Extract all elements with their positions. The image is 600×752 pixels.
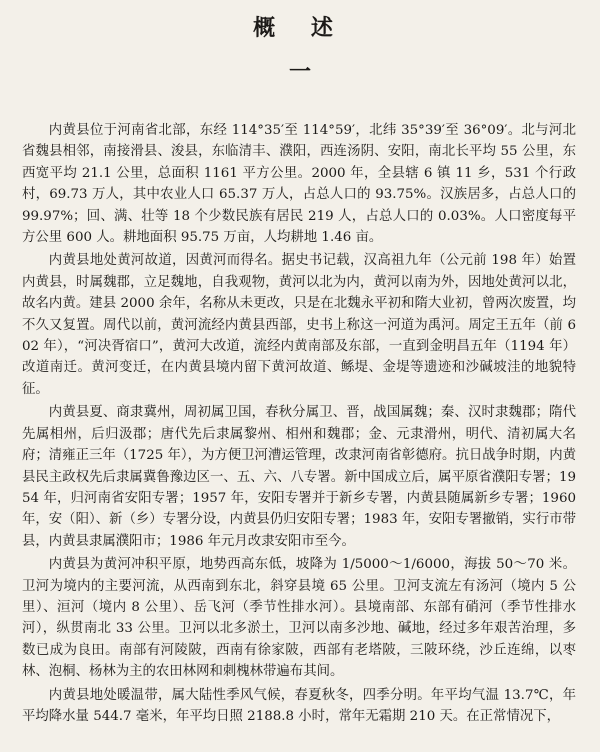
paragraph-location: 内黄县位于河南省北部，东经 114°35′至 114°59′，北纬 35°39′至 36°09′。北与河北省魏县相邻，南接滑县、浚县，东临清丰、濮阳，西连汤阴、安阳，南北长平均 55 公里，东西宽平均 21.1 公里，总面积 1161 平方公里。2000 年，全县辖 6 镇 11 乡，531 个行政村，69.73 万人，其中农业人口 65.37 万人，占总人口的 93.75%。汉族居多，占总人口的 99.97%；回、满、壮等 18 个少数民族有居民 219 人，占总人口的 0.03%。人口密度每平方公里 600 人。耕地面积 95.75 万亩，人均耕地 1.46 亩。 (22, 123, 576, 246)
paragraph-name-origin: 内黄县地处黄河故道，因黄河而得名。据史书记载，汉高祖九年（公元前 198 年）始置内黄县，时属魏郡，立足魏地，自我观物，黄河以北为内，黄河以南为外，因地处黄河以北，故名内黄。建县 2000 余年，名称从未更改，只是在北魏永平初和隋大业初，曾两次废置，均不久又复置。周代以前，黄河流经内黄县西部，史书上称这一河道为禹河。周定王五年（前 602 年），“河决胥宿口”，黄河大改道，流经内黄南部及东部，一直到金明昌五年（1194 年）改道南迁。黄河变迁，在内黄县境内留下黄河故道、鲧堤、金堤等遗迹和沙碱坡洼的地貌特征。 (22, 253, 576, 397)
body-text (22, 120, 576, 729)
page-title: 概 述 (253, 16, 347, 41)
section-number: 一 (288, 60, 311, 85)
paragraph-terrain: 内黄县为黄河冲积平原，地势西高东低，坡降为 1/5000～1/6000，海拔 50～70 米。卫河为境内的主要河流，从西南到东北，斜穿县境 65 公里。卫河支流左有汤河（境内 5 公里）、洹河（境内 8 公里）、岳飞河（季节性排水河）。县境南部、东部有硝河（季节性排水河），纵贯南北 33 公里。卫河以北多淤土，卫河以南多沙地、碱地，经过多年艰苦治理，多数已成为良田。南部有河陵陂，西南有徐家陂，西部有老塔陂，三陂环绕，沙丘连绵，以枣林、泡桐、杨林为主的农田林网和刺槐林带遍布其间。 (22, 557, 576, 680)
paragraph-climate: 内黄县地处暖温带，属大陆性季风气候，春夏秋冬，四季分明。年平均气温 13.7℃，年平均降水量 544.7 毫米，年平均日照 2188.8 小时，常年无霜期 210 天。在正常情况下， (22, 687, 576, 724)
paragraph-administrative-history: 内黄县夏、商隶冀州，周初属卫国，春秋分属卫、晋，战国属魏；秦、汉时隶魏郡；隋代先属相州，后归汲郡；唐代先后隶属黎州、相州和魏郡；金、元隶滑州，明代、清初属大名府；清雍正三年（1725 年），为方便卫河漕运管理，改隶河南省彰德府。抗日战争时期，内黄县民主政权先后隶属冀鲁豫边区一、五、六、八专署。新中国成立后，属平原省濮阳专署；1954 年，归河南省安阳专署；1957 年，安阳专署并于新乡专署，内黄县随属新乡专署；1960 年，安（阳）、新（乡）专署分设，内黄县仍归安阳专署；1983 年，安阳专署撤销，实行市带县，内黄县隶属濮阳市；1986 年元月改隶安阳市至今。 (22, 405, 576, 549)
